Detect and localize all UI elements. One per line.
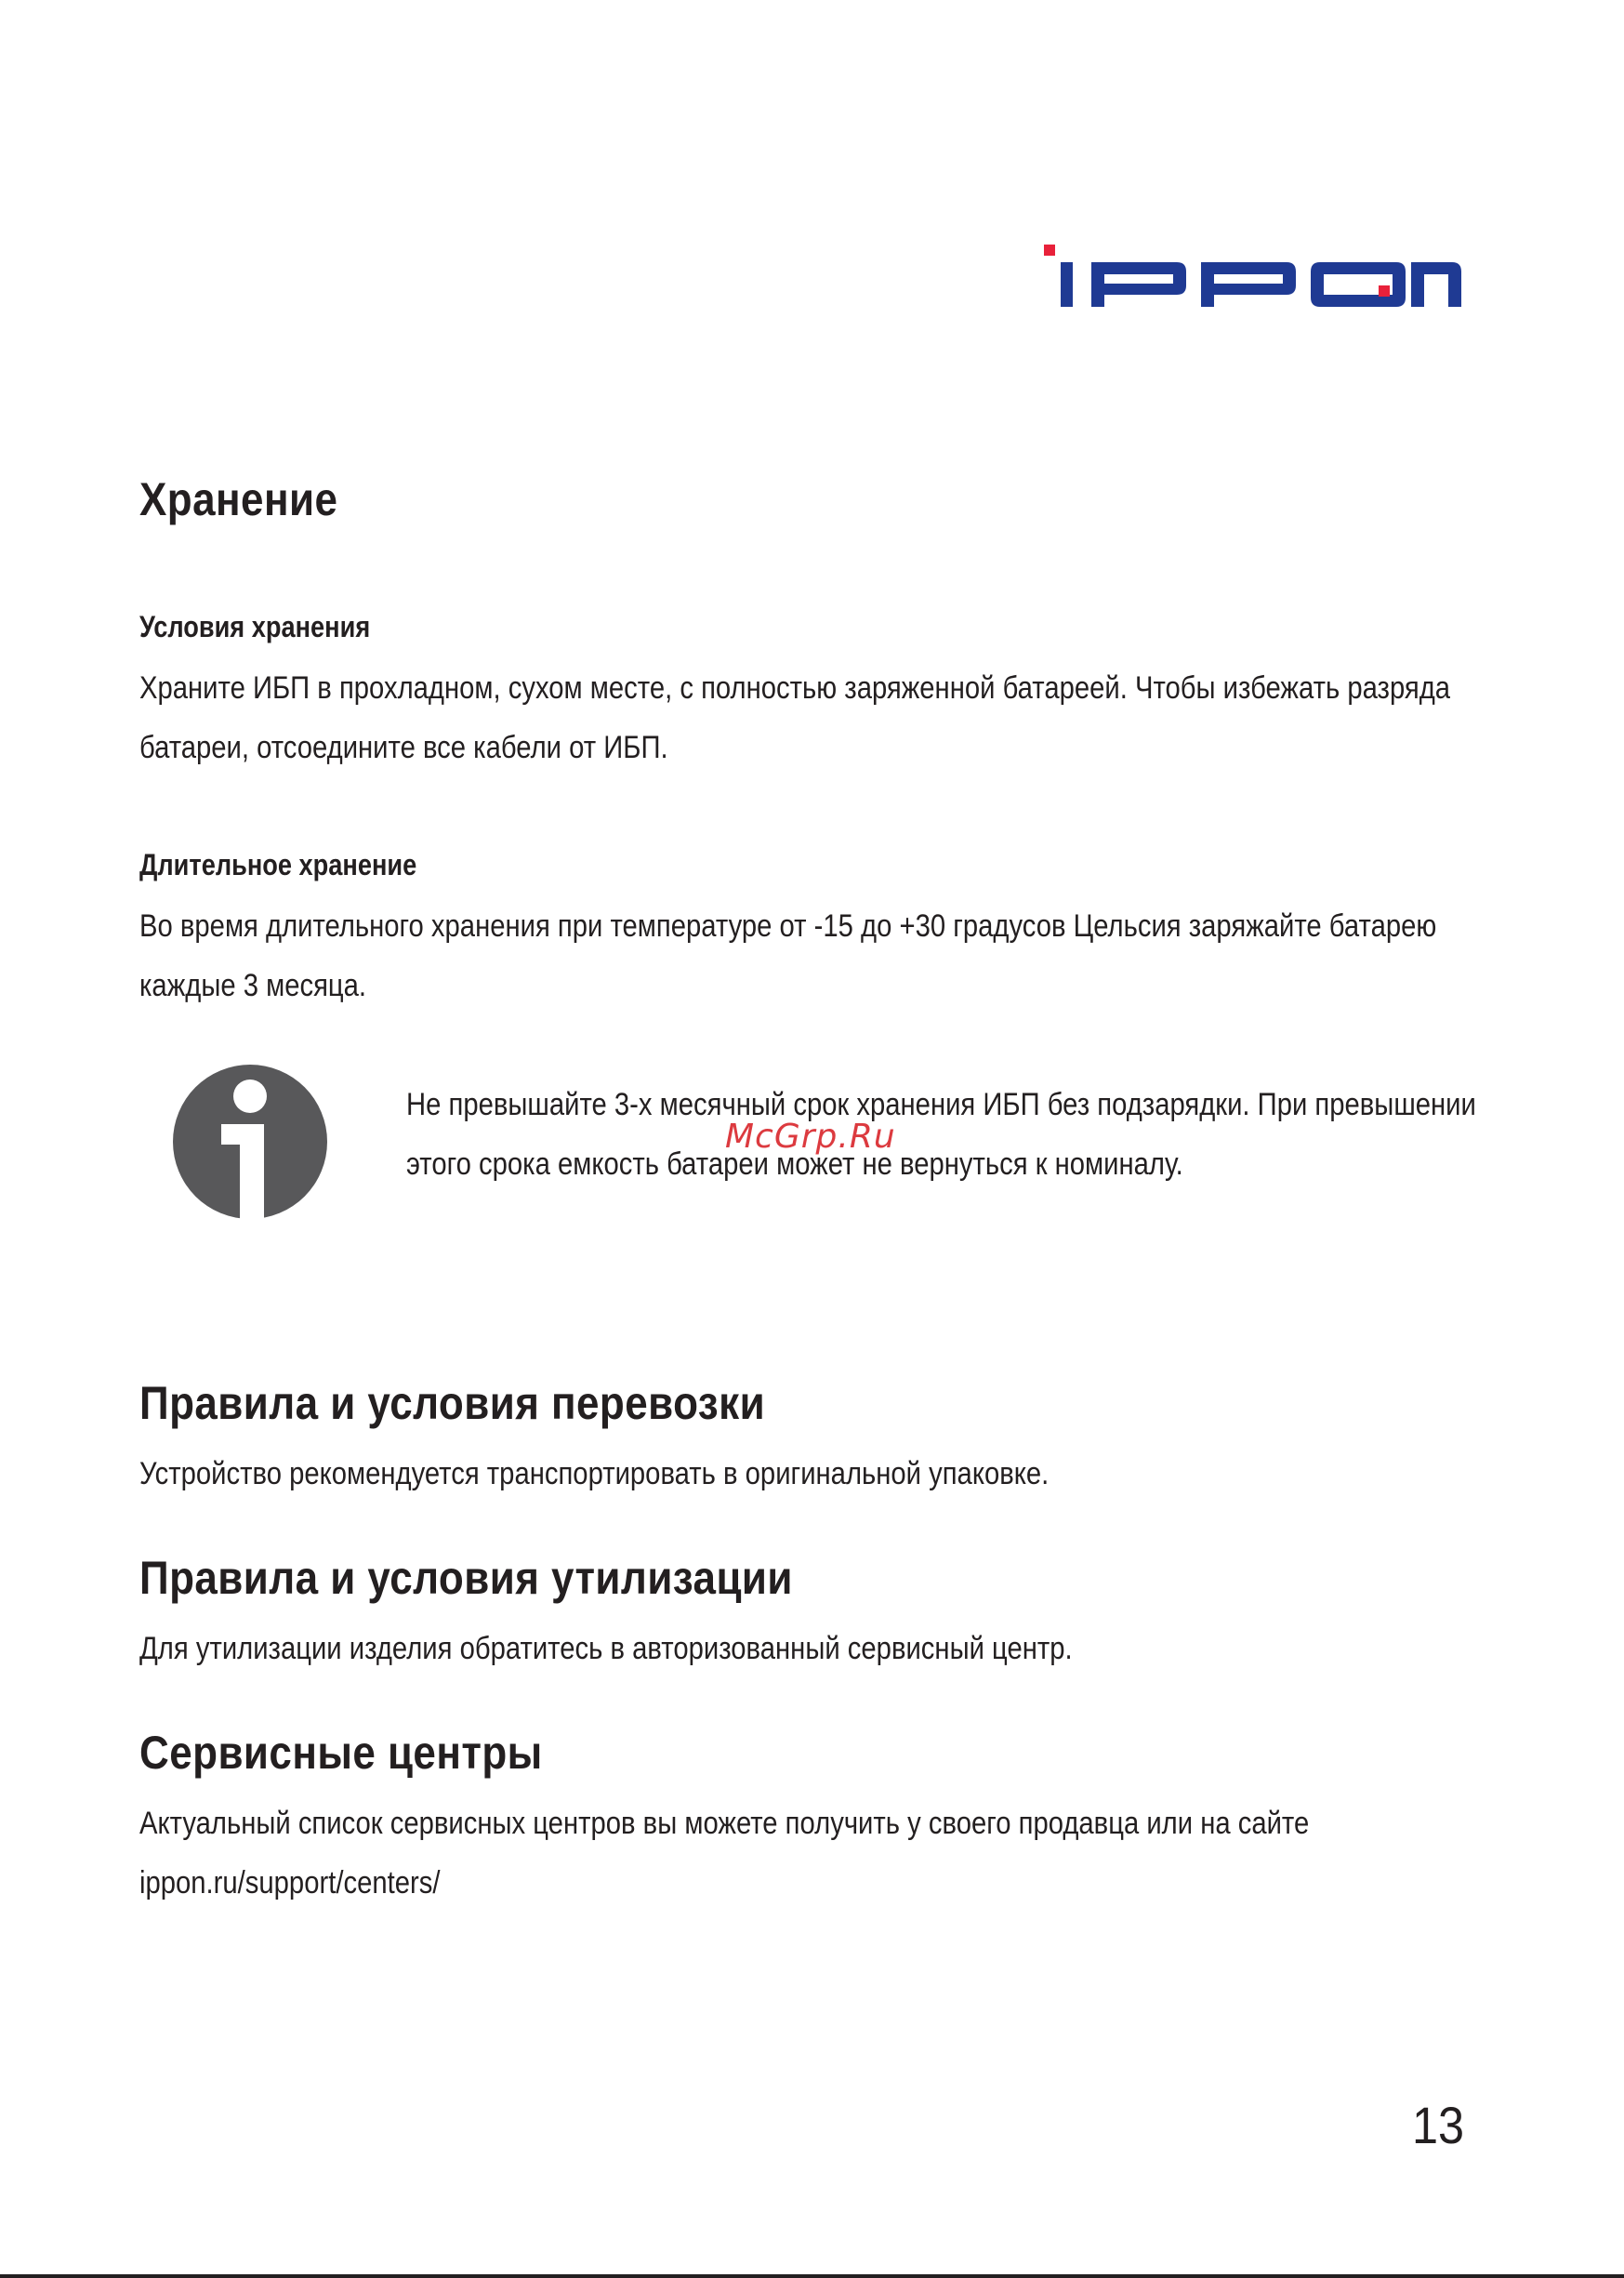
service-centers-line-1: Актуальный список сервисных центров вы можете получить у своего продавца или на сайте	[139, 1806, 1310, 1841]
disposal-text: Для утилизации изделия обратитесь в авторизованный сервисный центр.	[139, 1631, 1073, 1666]
storage-conditions-line-2: батареи, отсоедините все кабели от ИБП.	[139, 730, 668, 765]
info-icon	[173, 1065, 327, 1219]
transport-text: Устройство рекомендуется транспортировать в оригинальной упаковке.	[139, 1456, 1050, 1491]
bottom-rule	[0, 2274, 1624, 2278]
service-centers-url: ippon.ru/support/centers/	[139, 1865, 441, 1901]
long-term-storage-line-1: Во время длительного хранения при температуре от -15 до +30 градусов Цельсия заряжайте батарею	[139, 908, 1437, 944]
storage-conditions-line-1: Храните ИБП в прохладном, сухом месте, с полностью заряженной батареей. Чтобы избежать разряда	[139, 670, 1451, 706]
disposal-title: Правила и условия утилизации	[139, 1552, 793, 1604]
long-term-storage-title: Длительное хранение	[139, 848, 417, 881]
storage-title: Хранение	[139, 473, 338, 525]
watermark: McGrp.Ru	[725, 1118, 896, 1156]
storage-conditions-title: Условия хранения	[139, 610, 371, 643]
ippon-logo	[1041, 237, 1461, 311]
page-number: 13	[1412, 2096, 1465, 2154]
service-centers-title: Сервисные центры	[139, 1727, 543, 1779]
long-term-storage-line-2: каждые 3 месяца.	[139, 968, 367, 1003]
transport-title: Правила и условия перевозки	[139, 1377, 766, 1429]
note-line-2: этого срока емкость батареи может не вернуться к номиналу.	[406, 1146, 1183, 1182]
note-line-1: Не превышайте 3-х месячный срок хранения ИБП без подзарядки. При превышении	[406, 1087, 1476, 1122]
